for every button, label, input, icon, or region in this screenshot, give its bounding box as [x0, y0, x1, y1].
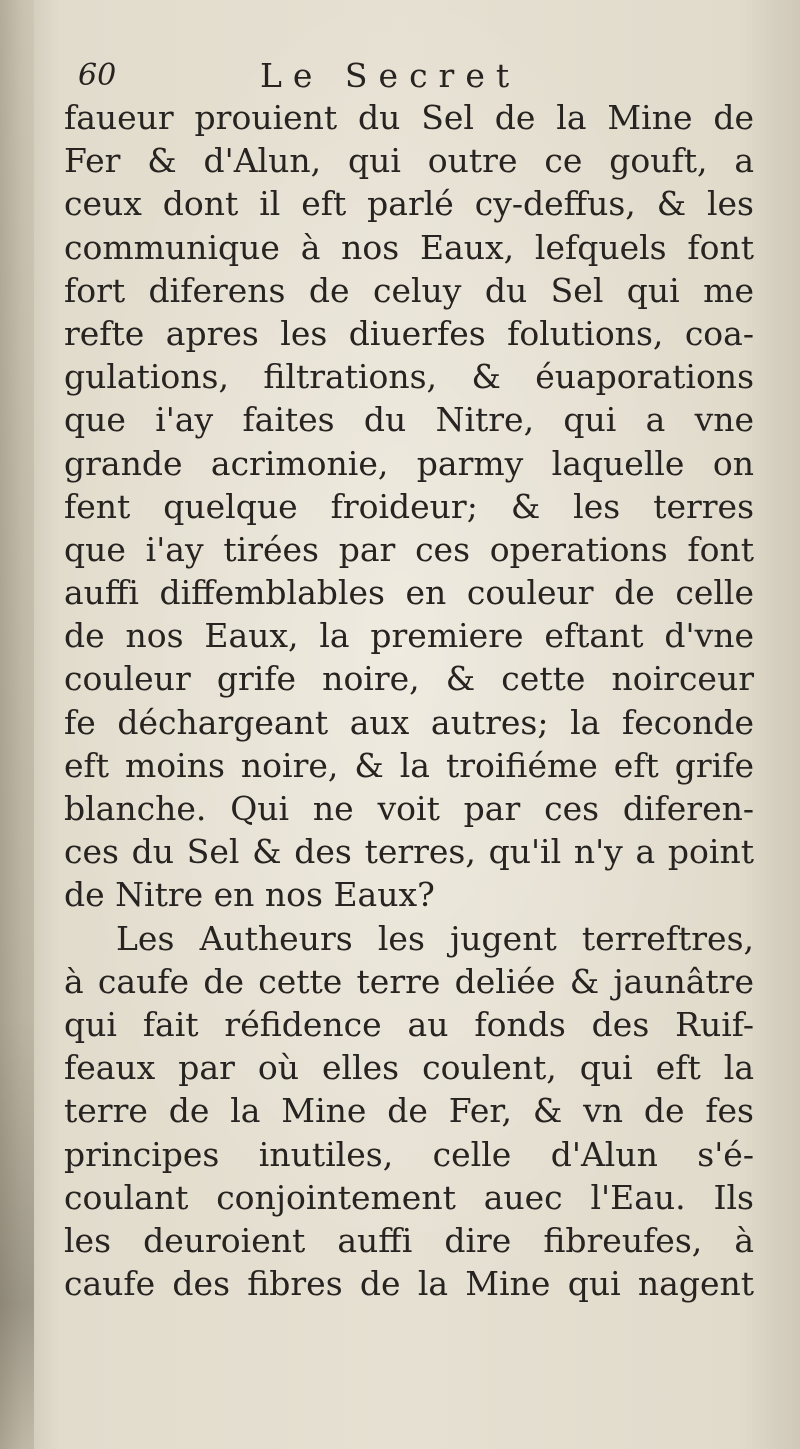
- page-number: 60: [78, 58, 117, 93]
- text-line: auffi diffemblables en couleur de celle: [64, 573, 754, 613]
- text-line: caufe des fibres de la Mine qui nagent: [64, 1264, 754, 1304]
- text-line: faueur prouient du Sel de la Mine de: [64, 98, 754, 137]
- text-line: refte apres les diuerfes folutions, coa-: [64, 313, 754, 353]
- page-gutter-shadow: [0, 0, 34, 1449]
- text-line: à caufe de cette terre deliée & jaunâtre: [64, 961, 754, 1001]
- text-line: que i'ay faites du Nitre, qui a vne: [64, 400, 754, 440]
- text-line: ceux dont il eft parlé cy-deffus, & les: [64, 184, 754, 224]
- text-line: blanche. Qui ne voit par ces diferen-: [64, 789, 754, 828]
- text-line: de nos Eaux, la premiere eftant d'vne: [64, 616, 754, 656]
- text-line: eft moins noire, & la troifiéme eft grife: [64, 745, 754, 785]
- text-line: Fer & d'Alun, qui outre ce gouft, a: [64, 141, 754, 181]
- text-line: les deuroient auffi dire fibreufes, à: [64, 1220, 754, 1260]
- text-line: fent quelque froideur; & les terres: [64, 486, 754, 526]
- running-title: Le Secret: [260, 56, 521, 95]
- running-head: [78, 56, 638, 96]
- text-line: couleur grife noire, & cette noirceur: [64, 659, 754, 699]
- text-line: fort diferens de celuy du Sel qui me: [64, 270, 754, 310]
- paragraph-end-line: de Nitre en nos Eaux?: [64, 875, 435, 915]
- paragraph-start-line: Les Autheurs les jugent terreftres,: [116, 918, 754, 958]
- text-line: principes inutiles, celle d'Alun s'é-: [64, 1134, 754, 1174]
- text-line: coulant conjointement auec l'Eau. Ils: [64, 1177, 754, 1217]
- text-line: grande acrimonie, parmy laquelle on: [64, 443, 754, 483]
- text-line: fe déchargeant aux autres; la feconde: [64, 702, 754, 742]
- text-line: terre de la Mine de Fer, & vn de fes: [64, 1091, 754, 1131]
- text-line: communique à nos Eaux, lefquels font: [64, 227, 754, 267]
- text-line: gulations, filtrations, & éuaporations: [64, 357, 754, 397]
- body-text: [64, 96, 754, 1305]
- text-line: qui fait réfidence au fonds des Ruif-: [64, 1004, 754, 1044]
- text-line: feaux par où elles coulent, qui eft la: [64, 1048, 754, 1088]
- text-line: ces du Sel & des terres, qu'il n'y a point: [64, 832, 754, 872]
- text-line: que i'ay tirées par ces operations font: [64, 529, 754, 569]
